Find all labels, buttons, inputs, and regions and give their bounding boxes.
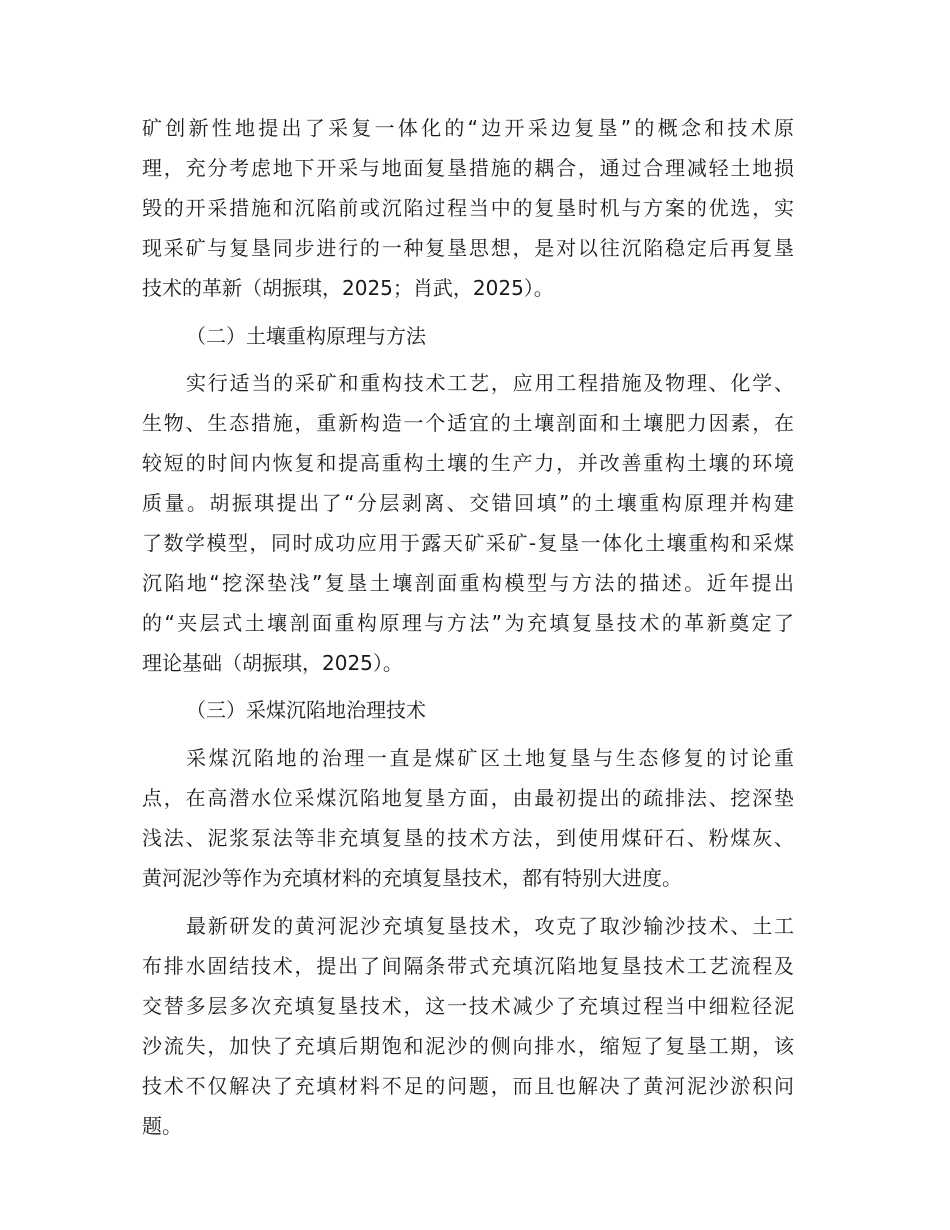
paragraph-line: 题。 <box>142 1114 182 1138</box>
paragraph-line: 最新研发的黄河泥沙充填复垦技术，攻克了取沙输沙技术、土工 <box>186 914 794 938</box>
section-heading: （二）土壤重构原理与方法 <box>186 324 426 348</box>
paragraph-line: 沉陷地“挖深垫浅”复垦土壤剖面重构模型与方法的描述。近年提出 <box>142 571 794 595</box>
paragraph-line: 浅法、泥浆泵法等非充填复垦的技术方法，到使用煤矸石、粉煤灰、 <box>142 826 794 850</box>
paragraph-line: 了数学模型，同时成功应用于露天矿采矿-复垦一体化土壤重构和采煤 <box>142 531 794 555</box>
paragraph-line: 理，充分考虑地下开采与地面复垦措施的耦合，通过合理减轻土地损 <box>142 156 794 180</box>
paragraph-line: 采煤沉陷地的治理一直是煤矿区土地复垦与生态修复的讨论重 <box>186 746 794 770</box>
paragraph-line: 生物、生态措施，重新构造一个适宜的土壤剖面和土壤肥力因素，在 <box>142 411 794 435</box>
paragraph-line: 实行适当的采矿和重构技术工艺，应用工程措施及物理、化学、 <box>186 371 794 395</box>
section-heading: （三）采煤沉陷地治理技术 <box>186 698 426 722</box>
paragraph-line: 技术的革新（胡振琪，2025；肖武，2025）。 <box>142 276 554 300</box>
paragraph-line: 黄河泥沙等作为充填材料的充填复垦技术，都有特别大进度。 <box>142 866 682 890</box>
paragraph-line: 较短的时间内恢复和提高重构土壤的生产力，并改善重构土壤的环境 <box>142 451 794 475</box>
paragraph-line: 的“夹层式土壤剖面重构原理与方法”为充填复垦技术的革新奠定了 <box>142 611 794 635</box>
paragraph-line: 布排水固结技术，提出了间隔条带式充填沉陷地复垦技术工艺流程及 <box>142 954 794 978</box>
paragraph-line: 沙流失，加快了充填后期饱和泥沙的侧向排水，缩短了复垦工期，该 <box>142 1034 794 1058</box>
paragraph-line: 交替多层多次充填复垦技术，这一技术减少了充填过程当中细粒径泥 <box>142 994 794 1018</box>
paragraph-line: 质量。胡振琪提出了“分层剥离、交错回填”的土壤重构原理并构建 <box>142 491 794 515</box>
paragraph-line: 矿创新性地提出了采复一体化的“边开采边复垦”的概念和技术原 <box>142 116 794 140</box>
paragraph-line: 毁的开采措施和沉陷前或沉陷过程当中的复垦时机与方案的优选，实 <box>142 196 794 220</box>
paragraph-line: 技术不仅解决了充填材料不足的问题，而且也解决了黄河泥沙淤积问 <box>142 1074 794 1098</box>
paragraph-line: 现采矿与复垦同步进行的一种复垦思想，是对以往沉陷稳定后再复垦 <box>142 236 794 260</box>
paragraph-line: 点，在高潜水位采煤沉陷地复垦方面，由最初提出的疏排法、挖深垫 <box>142 786 794 810</box>
paragraph-line: 理论基础（胡振琪，2025）。 <box>142 651 403 675</box>
